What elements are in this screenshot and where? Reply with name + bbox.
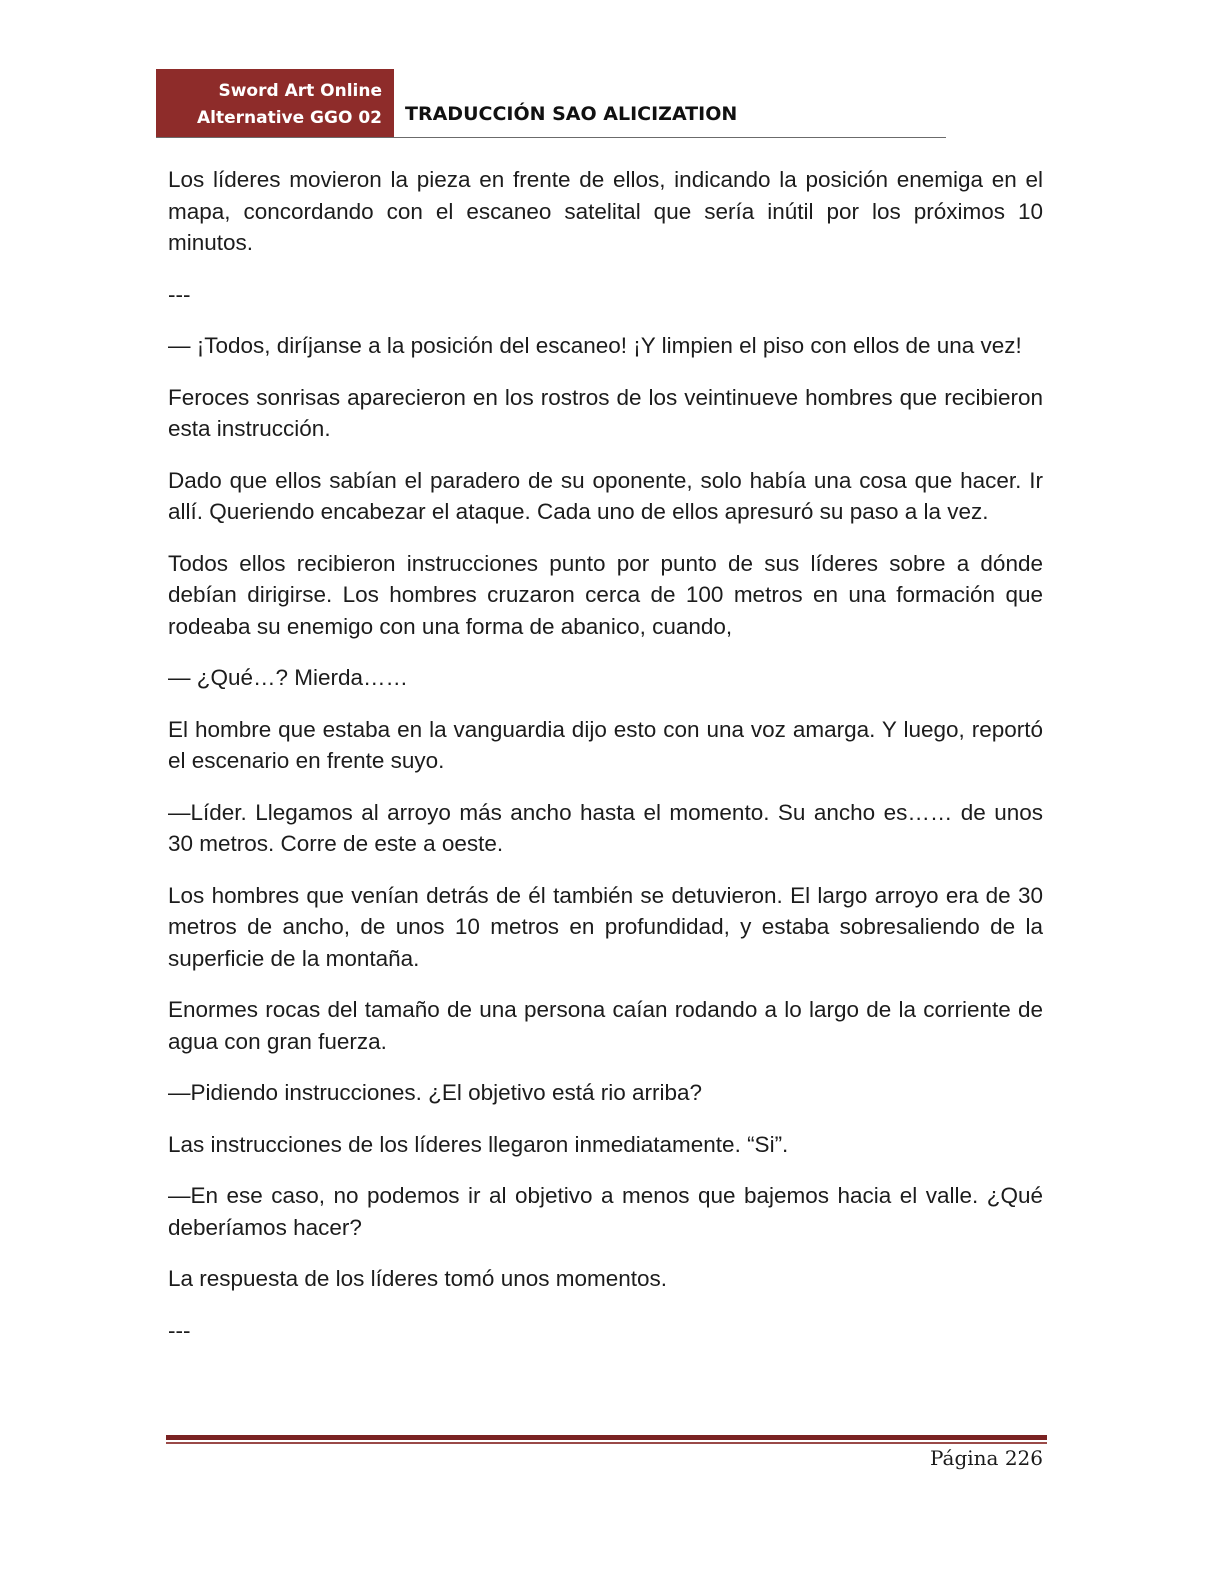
paragraph: Dado que ellos sabían el paradero de su oponente, solo había una cosa que hacer. Ir allí. Queriendo encabezar el ataque. Cada uno de ellos apresuró su paso a la vez. (168, 467, 1043, 524)
paragraph: —Líder. Llegamos al arroyo más ancho hasta el momento. Su ancho es…… de unos 30 metros. Corre de este a oeste. (168, 799, 1043, 856)
paragraph: Las instrucciones de los líderes llegaron inmediatamente. “Si”. (168, 1131, 789, 1157)
header-title: TRADUCCIÓN SAO ALICIZATION (405, 103, 738, 125)
paragraph: Enormes rocas del tamaño de una persona caían rodando a lo largo de la corriente de agua con gran fuerza. (168, 997, 1043, 1054)
paragraph: — ¡Todos, diríjanse a la posición del escaneo! ¡Y limpien el piso con ellos de una vez! (168, 333, 1022, 358)
paragraph: La respuesta de los líderes tomó unos momentos. (168, 1266, 668, 1291)
scene-break: --- (168, 281, 191, 307)
paragraph: —Pidiendo instrucciones. ¿El objetivo está rio arriba? (168, 1080, 703, 1105)
page-body (168, 164, 1043, 1366)
paragraph: Feroces sonrisas aparecieron en los rostros de los veintinueve hombres que recibieron esta instrucción. (168, 384, 1043, 441)
series-title-line2: Alternative GGO 02 (196, 108, 382, 128)
page-header (156, 69, 946, 139)
series-label-box (156, 69, 394, 137)
paragraph: El hombre que estaba en la vanguardia dijo esto con una voz amarga. Y luego, reportó el escenario en frente suyo. (168, 716, 1043, 773)
footer-divider-thick (166, 1435, 1047, 1440)
scene-break: --- (168, 1317, 191, 1343)
series-title-line1: Sword Art Online (218, 81, 382, 101)
paragraph: Los líderes movieron la pieza en frente de ellos, indicando la posición enemiga en el mapa, concordando con el escaneo satelital que sería inútil por los próximos 10 minutos. (168, 167, 1043, 255)
paragraph: Todos ellos recibieron instrucciones punto por punto de sus líderes sobre a dónde debían dirigirse. Los hombres cruzaron cerca de 100 metros en una formación que rodeaba su enemigo con una forma de abanico, cuando, (168, 550, 1043, 639)
footer-divider-thin (166, 1442, 1047, 1444)
header-divider (156, 137, 946, 138)
paragraph: Los hombres que venían detrás de él también se detuvieron. El largo arroyo era de 30 metros de ancho, de unos 10 metros en profundidad, y estaba sobresaliendo de la superficie de la montaña. (168, 882, 1043, 971)
page-number: Página 226 (929, 1446, 1043, 1470)
paragraph: —En ese caso, no podemos ir al objetivo a menos que bajemos hacia el valle. ¿Qué deberíamos hacer? (168, 1183, 1043, 1240)
paragraph: — ¿Qué…? Mierda…… (168, 665, 409, 690)
